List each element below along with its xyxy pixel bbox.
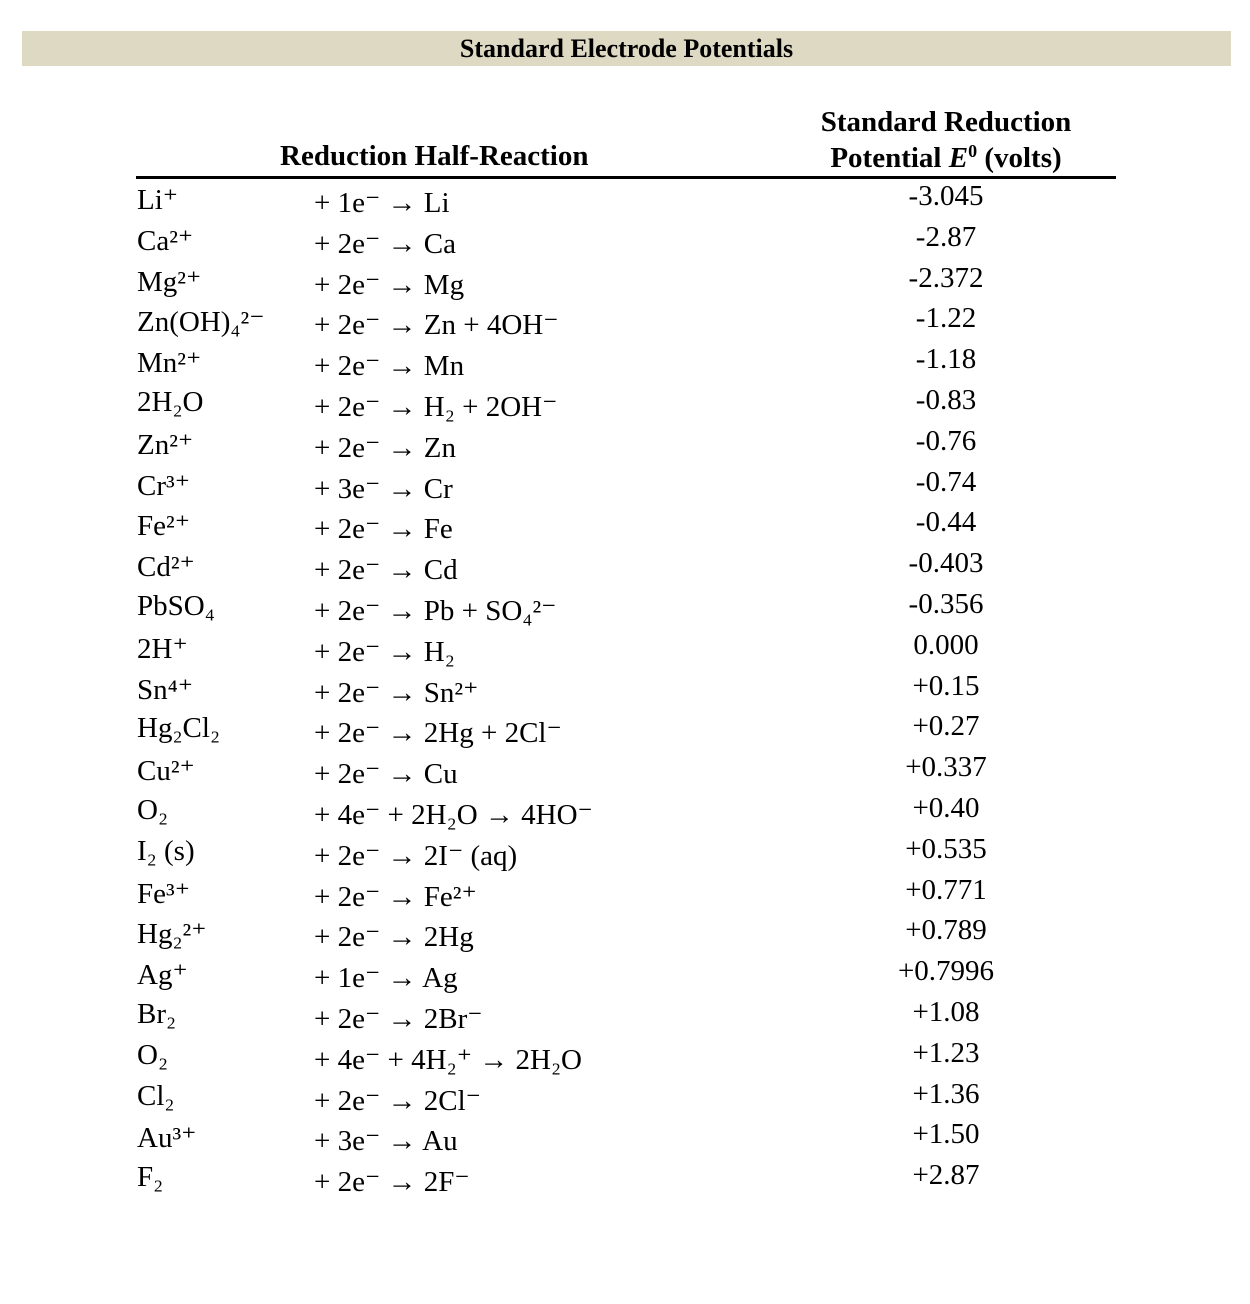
table-row [0, 1037, 1250, 1078]
potential-cell: +2.87 [912, 1159, 980, 1192]
potential-cell: +1.08 [912, 995, 980, 1028]
species-cell: Fe³⁺ [137, 877, 191, 910]
potential-cell: +1.50 [912, 1118, 980, 1151]
potential-cell: +0.40 [912, 791, 980, 824]
reaction-cell: + 1e⁻ → Ag [314, 962, 458, 995]
table-row [0, 833, 1250, 874]
reaction-cell: + 2e⁻ → Mg [314, 268, 465, 301]
table-row [0, 384, 1250, 425]
reaction-cell: + 4e⁻ + 4H₂⁺ → 2H₂O [314, 1043, 582, 1076]
reaction-cell: + 2e⁻ → Mn [314, 350, 465, 383]
column-header-reaction: Reduction Half-Reaction [280, 140, 589, 172]
reaction-cell: + 2e⁻ → Fe [314, 513, 453, 546]
species-cell: Br₂ [137, 997, 177, 1030]
reaction-cell: + 3e⁻ → Cr [314, 472, 453, 505]
reaction-cell: + 2e⁻ → 2Br⁻ [314, 1002, 483, 1035]
table-row [0, 629, 1250, 670]
reaction-cell: + 2e⁻ → 2I⁻ (aq) [314, 839, 518, 872]
species-cell: Hg₂Cl₂ [137, 712, 221, 745]
species-cell: O₂ [137, 1038, 169, 1071]
table-row [0, 180, 1250, 221]
table-row [0, 466, 1250, 507]
potential-cell: +0.789 [905, 914, 987, 947]
column-header-potential [780, 104, 1112, 176]
reaction-cell: + 2e⁻ → 2Cl⁻ [314, 1084, 481, 1117]
reaction-cell: + 2e⁻ → Sn²⁺ [314, 676, 479, 709]
table-row [0, 670, 1250, 711]
potential-cell: +0.7996 [897, 955, 995, 988]
potential-cell: -0.76 [915, 424, 977, 457]
potential-symbol: E [948, 142, 969, 174]
potential-cell: -2.87 [915, 220, 977, 253]
potential-cell: -3.045 [908, 180, 984, 212]
column-header-potential-line2 [780, 140, 1112, 176]
potential-cell: -1.18 [915, 343, 977, 376]
species-cell: 2H⁺ [137, 632, 188, 665]
species-cell: Zn²⁺ [137, 428, 194, 461]
potential-cell: -1.22 [915, 302, 977, 335]
table-row [0, 302, 1250, 343]
potentials-table-body [0, 180, 1250, 1200]
species-cell: Mg²⁺ [137, 265, 202, 298]
species-cell: Li⁺ [137, 184, 179, 216]
potential-cell: -0.356 [908, 587, 984, 620]
species-cell: 2H₂O [137, 385, 204, 418]
table-row [0, 1078, 1250, 1119]
reaction-cell: + 2e⁻ → 2Hg [314, 921, 474, 954]
potential-cell: +1.23 [912, 1036, 980, 1069]
table-row [0, 710, 1250, 751]
reaction-cell: + 1e⁻ → Li [314, 187, 450, 219]
table-row [0, 506, 1250, 547]
species-cell: Cd²⁺ [137, 551, 195, 584]
table-row [0, 792, 1250, 833]
species-cell: Hg₂²⁺ [137, 918, 207, 951]
table-row [0, 262, 1250, 303]
table-row [0, 1118, 1250, 1159]
table-row [0, 547, 1250, 588]
species-cell: Sn⁴⁺ [137, 673, 194, 706]
species-cell: F₂ [137, 1161, 164, 1194]
page-title: Standard Electrode Potentials [22, 31, 1231, 66]
reaction-cell: + 4e⁻ + 2H₂O → 4HO⁻ [314, 798, 593, 831]
reaction-cell: + 2e⁻ → Ca [314, 227, 456, 260]
table-row [0, 955, 1250, 996]
reaction-cell: + 2e⁻ → 2Hg + 2Cl⁻ [314, 717, 562, 750]
reaction-cell: + 2e⁻ → H₂ [314, 635, 455, 668]
species-cell: Fe²⁺ [137, 510, 191, 543]
potential-cell: -0.44 [915, 506, 977, 539]
potential-unit: (volts) [977, 142, 1062, 174]
species-cell: Ag⁺ [137, 959, 188, 992]
reaction-cell: + 2e⁻ → Cd [314, 554, 458, 587]
species-cell: Cu²⁺ [137, 755, 195, 788]
potential-cell: -0.83 [915, 383, 977, 416]
table-row [0, 221, 1250, 262]
table-row [0, 874, 1250, 915]
reaction-cell: + 3e⁻ → Au [314, 1125, 458, 1158]
potential-cell: +0.15 [912, 669, 980, 702]
potential-cell: +1.36 [912, 1077, 980, 1110]
column-header-potential-line1: Standard Reduction [820, 106, 1072, 138]
species-cell: Zn(OH)₄²⁻ [137, 306, 265, 339]
potential-cell: -0.403 [908, 547, 984, 580]
table-row [0, 751, 1250, 792]
table-row [0, 588, 1250, 629]
species-cell: Au³⁺ [137, 1122, 197, 1155]
table-row [0, 1159, 1250, 1200]
species-cell: I₂ (s) [137, 834, 195, 867]
header-divider [136, 176, 1116, 179]
potential-prefix: Potential [830, 142, 949, 174]
species-cell: Cl₂ [137, 1079, 175, 1112]
potential-cell: +0.535 [905, 832, 987, 865]
reaction-cell: + 2e⁻ → Cu [314, 758, 458, 791]
species-cell: O₂ [137, 793, 169, 826]
reaction-cell: + 2e⁻ → H₂ + 2OH⁻ [314, 390, 558, 423]
potential-cell: +0.27 [912, 710, 980, 743]
reaction-cell: + 2e⁻ → 2F⁻ [314, 1166, 470, 1199]
table-row [0, 343, 1250, 384]
table-row [0, 914, 1250, 955]
potential-cell: +0.771 [905, 873, 987, 906]
potential-cell: -2.372 [908, 261, 984, 294]
reaction-cell: + 2e⁻ → Fe²⁺ [314, 880, 477, 913]
species-cell: PbSO₄ [137, 589, 215, 622]
reaction-cell: + 2e⁻ → Pb + SO₄²⁻ [314, 594, 557, 627]
reaction-cell: + 2e⁻ → Zn [314, 431, 456, 464]
species-cell: Mn²⁺ [137, 347, 202, 380]
species-cell: Cr³⁺ [137, 469, 191, 502]
potential-cell: +0.337 [905, 751, 987, 784]
potential-cell: -0.74 [915, 465, 977, 498]
potential-superscript: 0 [968, 141, 978, 161]
table-row [0, 996, 1250, 1037]
potential-cell: 0.000 [913, 628, 979, 661]
reaction-cell: + 2e⁻ → Zn + 4OH⁻ [314, 309, 559, 342]
species-cell: Ca²⁺ [137, 224, 194, 257]
table-row [0, 425, 1250, 466]
